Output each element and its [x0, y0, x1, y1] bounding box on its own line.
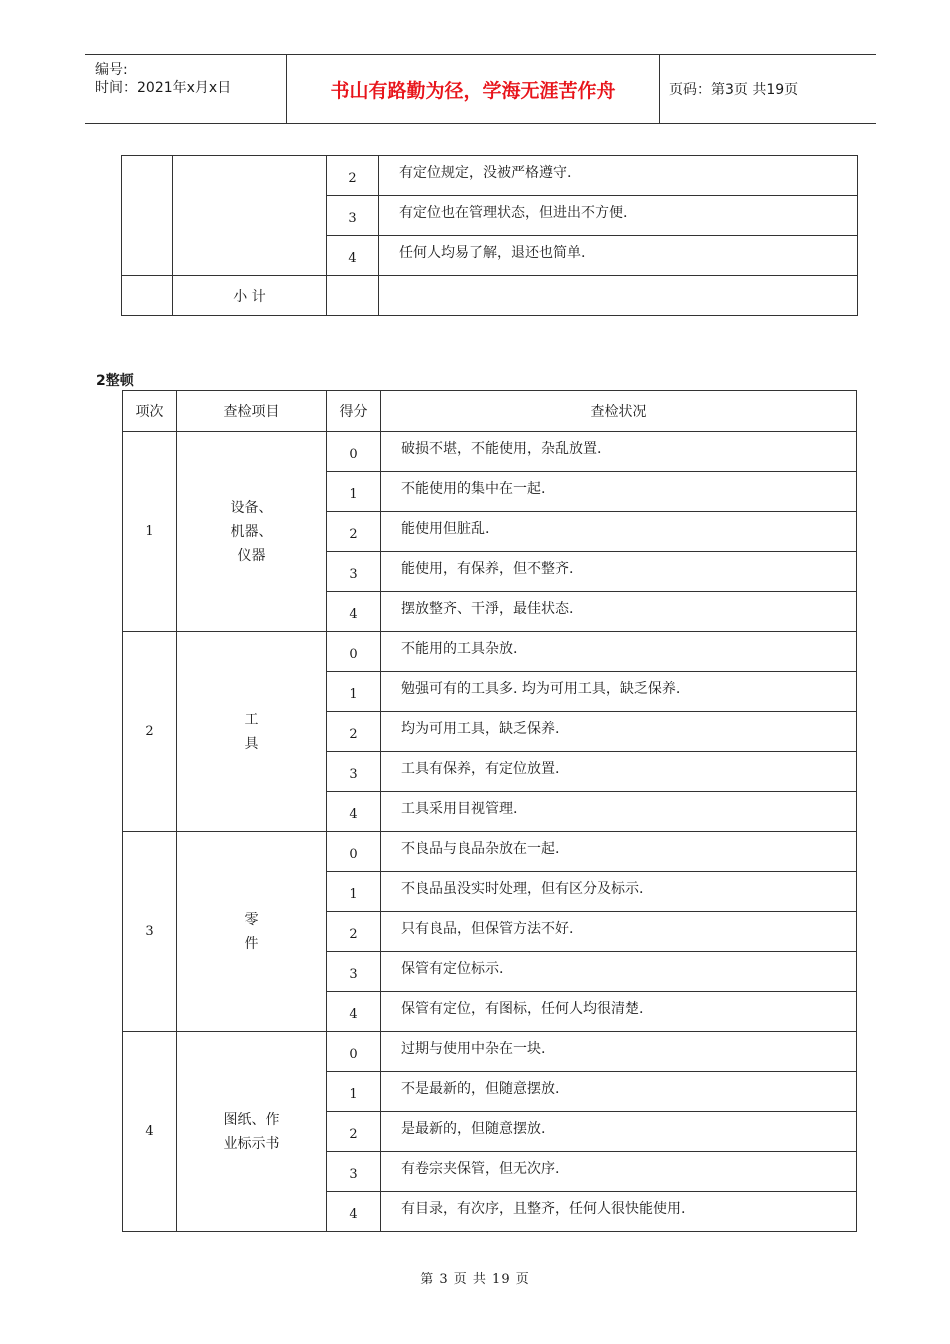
- status-cell: 破损不堪，不能使用，杂乱放置.: [381, 432, 857, 472]
- status-cell: 不良品与良品杂放在一起.: [381, 832, 857, 872]
- item-name-line: 设备、: [230, 499, 273, 516]
- table-row: [123, 632, 857, 672]
- item-no: 2: [123, 632, 177, 832]
- status-cell: 工具采用目视管理.: [381, 792, 857, 832]
- item-name-line: 具: [244, 735, 259, 752]
- score-cell: 4: [327, 992, 381, 1032]
- table-row: [123, 432, 857, 472]
- status-cell: 能使用，有保养，但不整齐.: [381, 552, 857, 592]
- status-cell: 保管有定位，有图标，任何人均很清楚.: [381, 992, 857, 1032]
- score-cell: 1: [327, 872, 381, 912]
- score-cell: 3: [327, 752, 381, 792]
- score-cell: 1: [327, 672, 381, 712]
- time-label: 时间：2021年x月x日: [95, 80, 232, 96]
- score-cell: 4: [327, 1192, 381, 1232]
- header-score: 得分: [327, 391, 381, 432]
- header-no: 项次: [123, 391, 177, 432]
- score-cell: 2: [327, 1112, 381, 1152]
- status-cell: 摆放整齐、干淨，最佳状态.: [381, 592, 857, 632]
- subtotal-label: 小 计: [173, 276, 327, 316]
- table-arrangement: [122, 390, 857, 1232]
- item-name: [177, 432, 327, 632]
- score-cell: 4: [327, 792, 381, 832]
- item-name-line: 零: [244, 911, 259, 928]
- section-title: 2整顿: [96, 373, 134, 389]
- item-name: [177, 832, 327, 1032]
- item-name-line: 仪器: [237, 547, 266, 564]
- score-cell: 0: [327, 632, 381, 672]
- score-cell: 1: [327, 1072, 381, 1112]
- status-cell: 能使用但脏乱.: [381, 512, 857, 552]
- score-cell: 3: [327, 952, 381, 992]
- table-body: [123, 432, 857, 1232]
- item-name: [177, 632, 327, 832]
- status-cell: 是最新的，但随意摆放.: [381, 1112, 857, 1152]
- score-cell: 1: [327, 472, 381, 512]
- status-cell: 任何人均易了解，退还也简单.: [379, 236, 858, 276]
- table-header-row: [123, 391, 857, 432]
- status-cell: 不是最新的，但随意摆放.: [381, 1072, 857, 1112]
- table-row: [123, 832, 857, 872]
- score-cell: 3: [327, 196, 379, 236]
- header-motto: 书山有路勤为径，学海无涯苦作舟: [287, 55, 660, 123]
- score-cell: 4: [327, 592, 381, 632]
- score-cell: 3: [327, 552, 381, 592]
- item-no-cell: [122, 156, 173, 276]
- item-name-cell: [173, 156, 327, 276]
- table-continuation: [121, 155, 858, 316]
- item-name-line: 图纸、作: [223, 1111, 280, 1128]
- score-cell: 2: [327, 512, 381, 552]
- item-name-line: 业标示书: [223, 1135, 280, 1152]
- score-cell: 0: [327, 832, 381, 872]
- status-cell: 均为可用工具，缺乏保养.: [381, 712, 857, 752]
- status-cell: 勉强可有的工具多. 均为可用工具，缺乏保养.: [381, 672, 857, 712]
- item-no: 4: [123, 1032, 177, 1232]
- score-cell: 2: [327, 156, 379, 196]
- subtotal-row: [122, 276, 858, 316]
- header-page-info: 页码：第3页 共19页: [669, 82, 799, 98]
- score-cell: 0: [327, 432, 381, 472]
- status-cell: 有目录，有次序，且整齐，任何人很快能使用.: [381, 1192, 857, 1232]
- score-cell: 4: [327, 236, 379, 276]
- status-cell: 不能用的工具杂放.: [381, 632, 857, 672]
- page-header: [85, 54, 876, 124]
- status-cell: 不能使用的集中在一起.: [381, 472, 857, 512]
- score-cell: 0: [327, 1032, 381, 1072]
- header-status: 查检状况: [381, 391, 857, 432]
- item-name-line: 机器、: [230, 523, 273, 540]
- table-row: [122, 156, 858, 196]
- item-name-line: 工: [244, 711, 259, 728]
- score-cell: 3: [327, 1152, 381, 1192]
- status-cell: 有定位规定，没被严格遵守.: [379, 156, 858, 196]
- item-no: 3: [123, 832, 177, 1032]
- header-item: 查检项目: [177, 391, 327, 432]
- status-cell: 有定位也在管理状态，但进出不方便.: [379, 196, 858, 236]
- header-meta: [85, 55, 287, 123]
- page-footer: 第 3 页 共 19 页: [420, 1272, 530, 1287]
- number-label: 编号:: [95, 62, 128, 78]
- item-name-line: 件: [244, 935, 259, 952]
- subtotal-status-cell: [379, 276, 858, 316]
- subtotal-no-cell: [122, 276, 173, 316]
- item-name: [177, 1032, 327, 1232]
- status-cell: 过期与使用中杂在一块.: [381, 1032, 857, 1072]
- score-cell: 2: [327, 912, 381, 952]
- score-cell: 2: [327, 712, 381, 752]
- status-cell: 工具有保养，有定位放置.: [381, 752, 857, 792]
- subtotal-score-cell: [327, 276, 379, 316]
- status-cell: 有卷宗夹保管，但无次序.: [381, 1152, 857, 1192]
- status-cell: 只有良品，但保管方法不好.: [381, 912, 857, 952]
- item-no: 1: [123, 432, 177, 632]
- status-cell: 不良品虽没实时处理，但有区分及标示.: [381, 872, 857, 912]
- status-cell: 保管有定位标示.: [381, 952, 857, 992]
- table-row: [123, 1032, 857, 1072]
